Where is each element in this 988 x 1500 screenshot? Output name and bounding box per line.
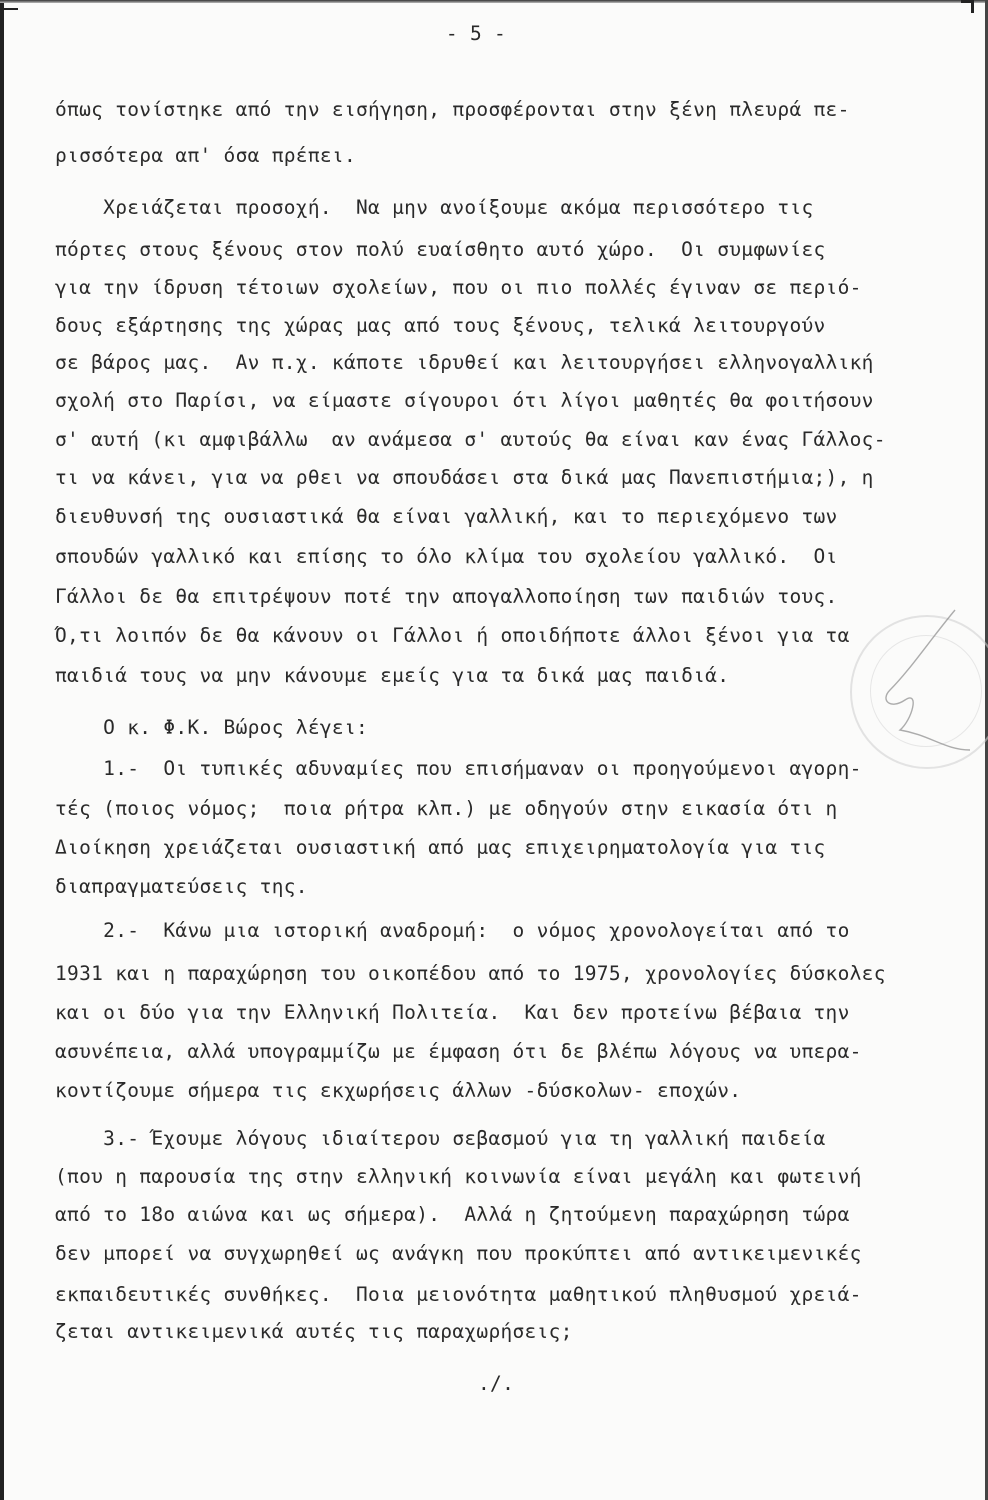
- text-line: 2.- Κάνω μια ιστορική αναδρομή: ο νόμος χρονολογείται από το: [55, 919, 850, 942]
- text-line: δεν μπορεί να συγχωρηθεί ως ανάγκη που προκύπτει από αντικειμενικές: [55, 1242, 862, 1265]
- text-line: τι να κάνει, για να ρθει να σπουδάσει στα δικά μας Πανεπιστήμια;), η: [55, 466, 874, 489]
- text-line: Γάλλοι δε θα επιτρέψουν ποτέ την απογαλλοποίηση των παιδιών τους.: [55, 585, 838, 608]
- text-line: ρισσότερα απ' όσα πρέπει.: [55, 144, 356, 167]
- text-line: Ο κ. Φ.Κ. Βώρος λέγει:: [55, 716, 369, 739]
- text-line: κοντίζουμε σήμερα τις εκχωρήσεις άλλων -δύσκολων- εποχών.: [55, 1079, 742, 1102]
- text-line: ζεται αντικειμενικά αυτές τις παραχωρήσεις;: [55, 1320, 573, 1343]
- text-line: και οι δύο για την Ελληνική Πολιτεία. Και δεν προτείνω βέβαια την: [55, 1001, 850, 1024]
- text-line: εκπαιδευτικές συνθήκες. Ποια μειονότητα μαθητικού πληθυσμού χρειά-: [55, 1283, 862, 1306]
- text-line: τές (ποιος νόμος; ποια ρήτρα κλπ.) με οδηγούν στην εικασία ότι η: [55, 797, 838, 820]
- page-number: - 5 -: [445, 22, 507, 45]
- text-line: 1931 και η παραχώρηση του οικοπέδου από το 1975, χρονολογίες δύσκολες: [55, 962, 886, 985]
- text-line: διαπραγματεύσεις της.: [55, 875, 308, 898]
- text-line: σπουδών γαλλικό και επίσης το όλο κλίμα του σχολείου γαλλικό. Οι: [55, 545, 838, 568]
- scan-edge-left: [0, 0, 4, 1500]
- text-line: από το 18ο αιώνα και ως σήμερα). Αλλά η ζητούμενη παραχώρηση τώρα: [55, 1203, 850, 1226]
- text-line: όπως τονίστηκε από την εισήγηση, προσφέρονται στην ξένη πλευρά πε-: [55, 98, 850, 121]
- text-line: ασυνέπεια, αλλά υπογραμμίζω με έμφαση ότι δε βλέπω λόγους να υπερα-: [55, 1040, 862, 1063]
- text-line: Διοίκηση χρειάζεται ουσιαστική από μας επιχειρηματολογία για τις: [55, 836, 826, 859]
- text-line: σ' αυτή (κι αμφιβάλλω αν ανάμεσα σ' αυτούς θα είναι καν ένας Γάλλος-: [55, 428, 886, 451]
- text-line: δους εξάρτησης της χώρας μας από τους ξένους, τελικά λειτουργούν: [55, 314, 826, 337]
- scan-edge-top: [0, 0, 988, 3]
- text-line: Χρειάζεται προσοχή. Να μην ανοίξουμε ακόμα περισσότερο τις: [55, 196, 814, 219]
- text-line: 1.- Οι τυπικές αδυναμίες που επισήμαναν οι προηγούμενοι αγορη-: [55, 757, 862, 780]
- scan-corner-mark: [4, 8, 18, 10]
- text-line: διευθυνσή της ουσιαστικά θα είναι γαλλική, και το περιεχόμενο των: [55, 505, 838, 528]
- text-line: 3.- Έχουμε λόγους ιδιαίτερου σεβασμού για τη γαλλική παιδεία: [55, 1127, 826, 1150]
- text-line: για την ίδρυση τέτοιων σχολείων, που οι πιο πολλές έγιναν σε περιό-: [55, 276, 862, 299]
- text-line: σχολή στο Παρίσι, να είμαστε σίγουροι ότι λίγοι μαθητές θα φοιτήσουν: [55, 389, 874, 412]
- text-line: Ό,τι λοιπόν δε θα κάνουν οι Γάλλοι ή οποιδήποτε άλλοι ξένοι για τα: [55, 624, 850, 647]
- continuation-mark: ./.: [478, 1372, 515, 1395]
- text-line: παιδιά τους να μην κάνουμε εμείς για τα δικά μας παιδιά.: [55, 664, 730, 687]
- scan-corner-mark: [961, 0, 974, 13]
- text-line: πόρτες στους ξένους στον πολύ ευαίσθητο αυτό χώρο. Οι συμφωνίες: [55, 238, 826, 261]
- text-line: σε βάρος μας. Αν π.χ. κάποτε ιδρυθεί και λειτουργήσει ελληνογαλλική: [55, 351, 874, 374]
- text-line: (που η παρουσία της στην ελληνική κοινωνία είναι μεγάλη και φωτεινή: [55, 1165, 862, 1188]
